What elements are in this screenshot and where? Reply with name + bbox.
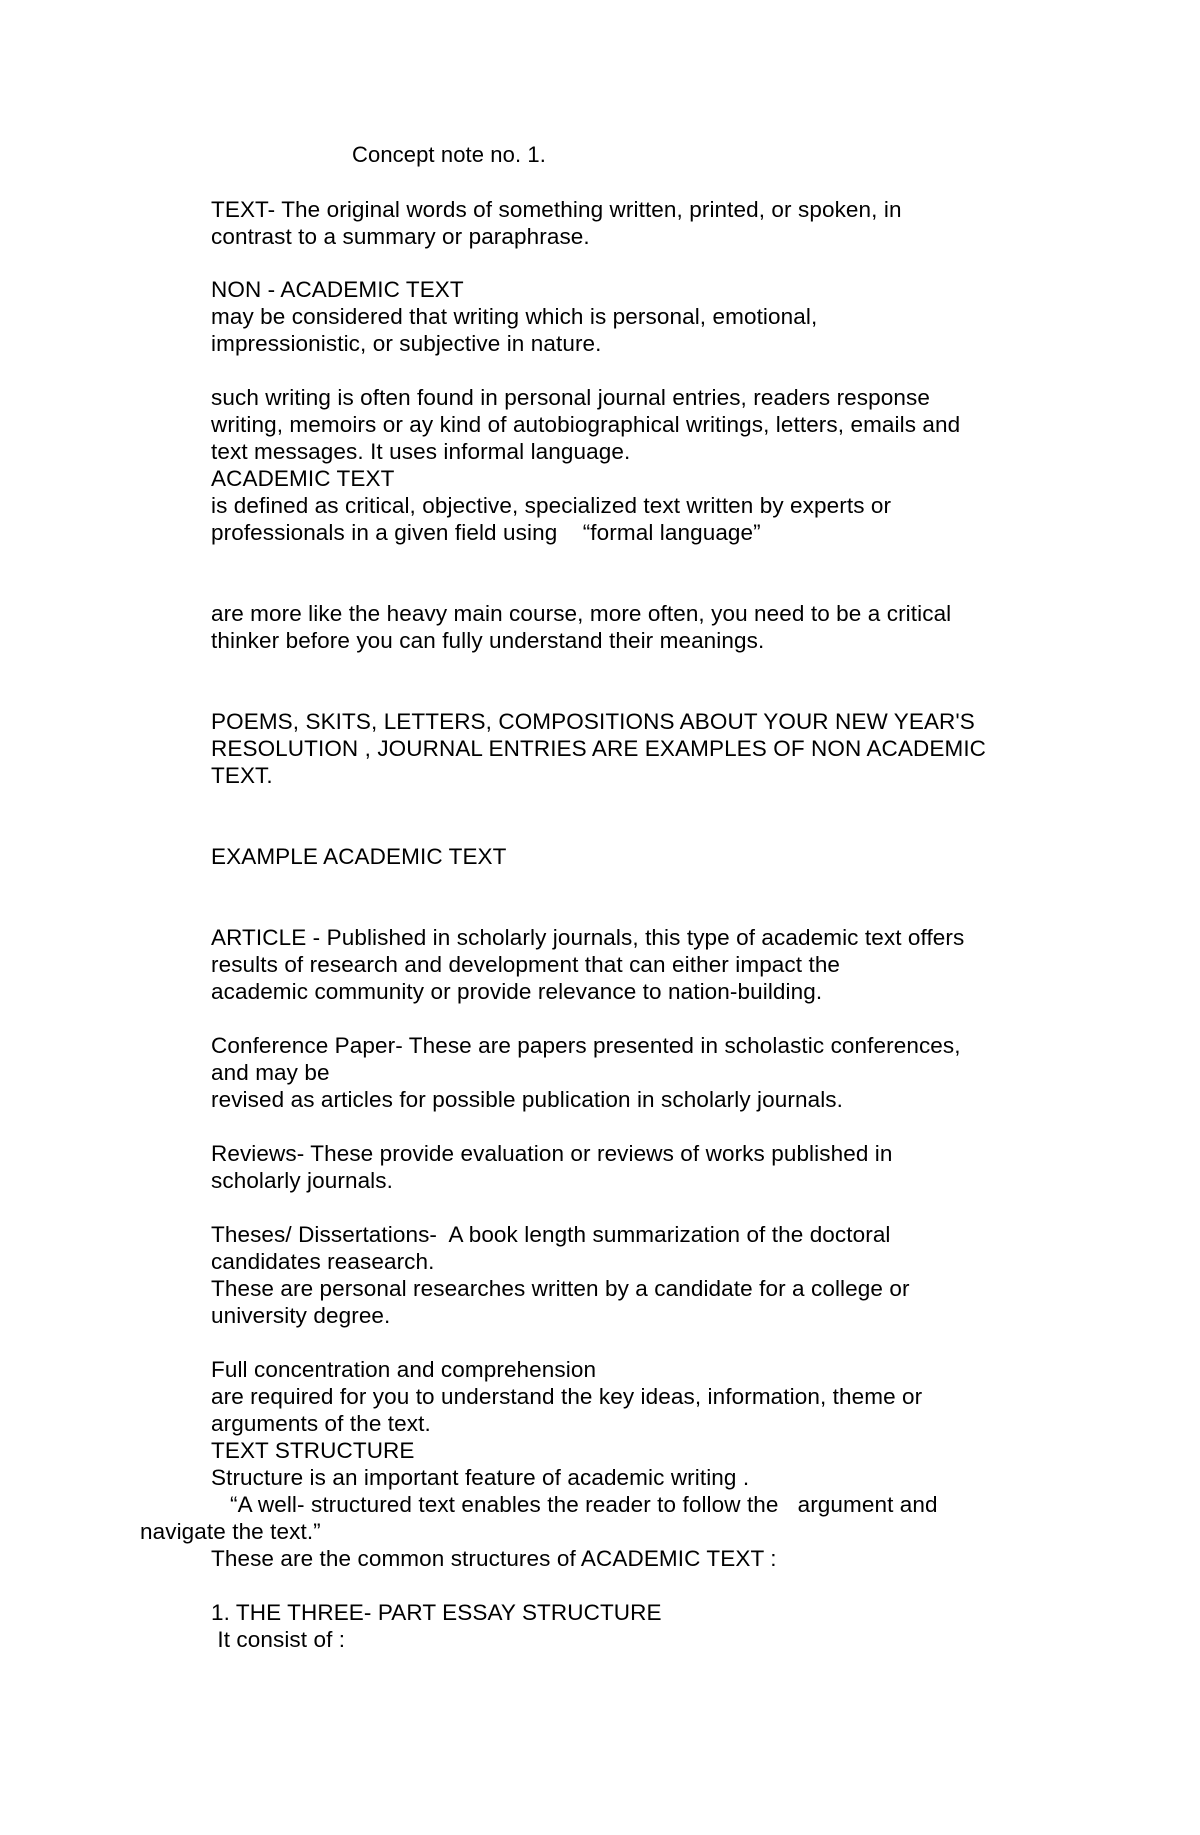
text-line: such writing is often found in personal journal entries, readers response (211, 385, 930, 410)
text-line: may be considered that writing which is personal, emotional, (211, 304, 818, 329)
text-line: results of research and development that can either impact the (211, 952, 841, 977)
quote-line: “A well- structured text enables the reader to follow the argument and (211, 1492, 938, 1517)
text-line: Full concentration and comprehension (211, 1357, 597, 1382)
text-line: are more like the heavy main course, more often, you need to be a critical (211, 601, 952, 626)
text-line: ARTICLE - Published in scholarly journals, this type of academic text offers (211, 925, 965, 950)
text-line: and may be (211, 1060, 330, 1085)
text-line: arguments of the text. (211, 1411, 431, 1436)
quote-line: navigate the text.” (140, 1519, 321, 1544)
section-heading: EXAMPLE ACADEMIC TEXT (211, 844, 507, 869)
section-heading: ACADEMIC TEXT (211, 466, 395, 491)
text-line: are required for you to understand the key ideas, information, theme or (211, 1384, 923, 1409)
text-line: It consist of : (211, 1627, 346, 1652)
text-line: thinker before you can fully understand their meanings. (211, 628, 765, 653)
text-line: professionals in a given field using “formal language” (211, 520, 761, 545)
text-line: These are the common structures of ACADEMIC TEXT : (211, 1546, 777, 1571)
page-title: Concept note no. 1. (352, 142, 546, 167)
list-item: 1. THE THREE- PART ESSAY STRUCTURE (211, 1600, 662, 1625)
text-line: revised as articles for possible publication in scholarly journals. (211, 1087, 843, 1112)
text-line: RESOLUTION , JOURNAL ENTRIES ARE EXAMPLES OF NON ACADEMIC (211, 736, 987, 761)
text-line: Structure is an important feature of academic writing . (211, 1465, 750, 1490)
text-line: contrast to a summary or paraphrase. (211, 224, 590, 249)
text-line: candidates reasearch. (211, 1249, 435, 1274)
text-line: academic community or provide relevance to nation-building. (211, 979, 823, 1004)
text-line: TEXT. (211, 763, 273, 788)
section-heading: TEXT STRUCTURE (211, 1438, 415, 1463)
text-line: These are personal researches written by a candidate for a college or (211, 1276, 910, 1301)
text-line: Conference Paper- These are papers presented in scholastic conferences, (211, 1033, 961, 1058)
text-line: writing, memoirs or ay kind of autobiographical writings, letters, emails and (211, 412, 961, 437)
text-line: text messages. It uses informal language. (211, 439, 631, 464)
text-line: is defined as critical, objective, specialized text written by experts or (211, 493, 892, 518)
text-line: scholarly journals. (211, 1168, 393, 1193)
text-line: university degree. (211, 1303, 391, 1328)
text-line: Theses/ Dissertations- A book length summarization of the doctoral (211, 1222, 891, 1247)
text-line: impressionistic, or subjective in nature. (211, 331, 602, 356)
section-heading: NON - ACADEMIC TEXT (211, 277, 464, 302)
text-line: POEMS, SKITS, LETTERS, COMPOSITIONS ABOUT YOUR NEW YEAR'S (211, 709, 975, 734)
text-line: TEXT- The original words of something written, printed, or spoken, in (211, 197, 902, 222)
text-line: Reviews- These provide evaluation or reviews of works published in (211, 1141, 893, 1166)
